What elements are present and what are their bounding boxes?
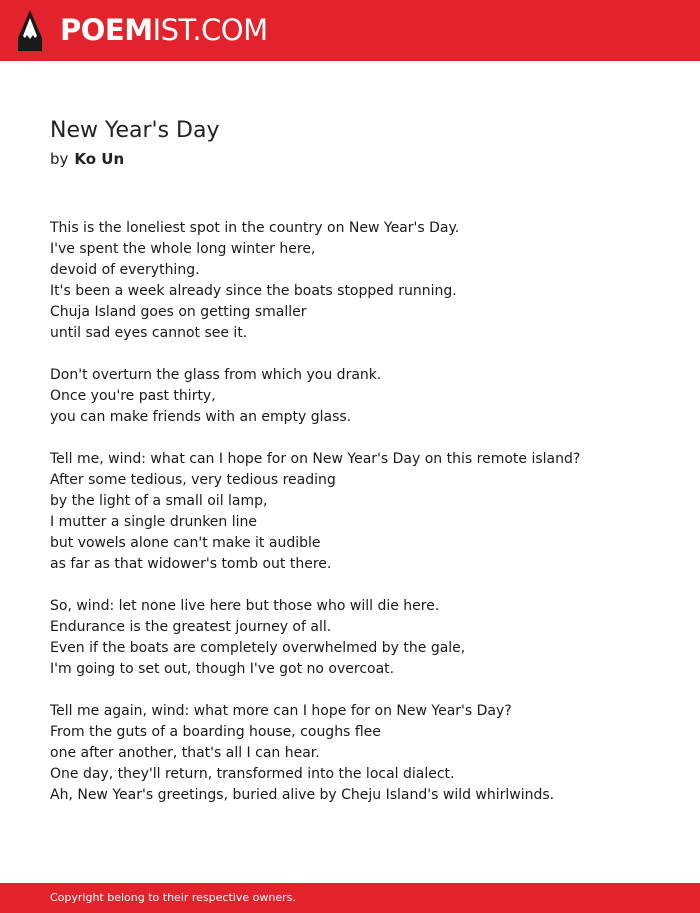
poem-line: you can make friends with an empty glass.	[50, 409, 352, 425]
site-wordmark	[60, 9, 268, 52]
poem-line: until sad eyes cannot see it.	[50, 325, 248, 341]
poem-stanza	[50, 596, 680, 680]
wordmark-light: IST.COM	[152, 13, 268, 47]
poem-line: Once you're past thirty,	[50, 388, 216, 404]
poem-stanza	[50, 449, 680, 575]
poem-line: as far as that widower's tomb out there.	[50, 556, 332, 572]
poem-line: Tell me, wind: what can I hope for on New Year's Day on this remote island?	[50, 451, 581, 467]
by-label: by	[50, 150, 69, 168]
poem-line: This is the loneliest spot in the country on New Year's Day.	[50, 220, 460, 236]
poem-line: devoid of everything.	[50, 262, 200, 278]
poem-line: From the guts of a boarding house, coughs flee	[50, 724, 381, 740]
poem-line: Don't overturn the glass from which you drank.	[50, 367, 382, 383]
poem-line: by the light of a small oil lamp,	[50, 493, 268, 509]
poem-stanza	[50, 701, 680, 806]
poem-line: Tell me again, wind: what more can I hope for on New Year's Day?	[50, 703, 512, 719]
poem-line: After some tedious, very tedious reading	[50, 472, 336, 488]
poem-line: So, wind: let none live here but those who will die here.	[50, 598, 440, 614]
poem-title: New Year's Day	[50, 118, 220, 143]
poem-body	[50, 218, 680, 827]
poem-line: Endurance is the greatest journey of all.	[50, 619, 332, 635]
poem-line: I've spent the whole long winter here,	[50, 241, 316, 257]
poem-line: I mutter a single drunken line	[50, 514, 258, 530]
copyright-text: Copyright belong to their respective owners.	[50, 891, 296, 904]
poem-line: Even if the boats are completely overwhelmed by the gale,	[50, 640, 466, 656]
site-logo[interactable]	[17, 9, 268, 52]
author-name[interactable]: Ko Un	[74, 150, 125, 168]
pencil-tip-icon	[17, 9, 43, 52]
poem-line: One day, they'll return, transformed into the local dialect.	[50, 766, 455, 782]
poem-line: but vowels alone can't make it audible	[50, 535, 321, 551]
site-header	[0, 0, 700, 61]
byline	[50, 148, 124, 170]
wordmark-bold: POEM	[60, 13, 153, 47]
poem-line: I'm going to set out, though I've got no overcoat.	[50, 661, 395, 677]
poem-line: Chuja Island goes on getting smaller	[50, 304, 307, 320]
poem-line: one after another, that's all I can hear.	[50, 745, 320, 761]
poem-stanza	[50, 365, 680, 428]
site-footer	[0, 883, 700, 913]
poem-stanza	[50, 218, 680, 344]
poem-line: Ah, New Year's greetings, buried alive by Cheju Island's wild whirlwinds.	[50, 787, 555, 803]
poem-line: It's been a week already since the boats stopped running.	[50, 283, 457, 299]
